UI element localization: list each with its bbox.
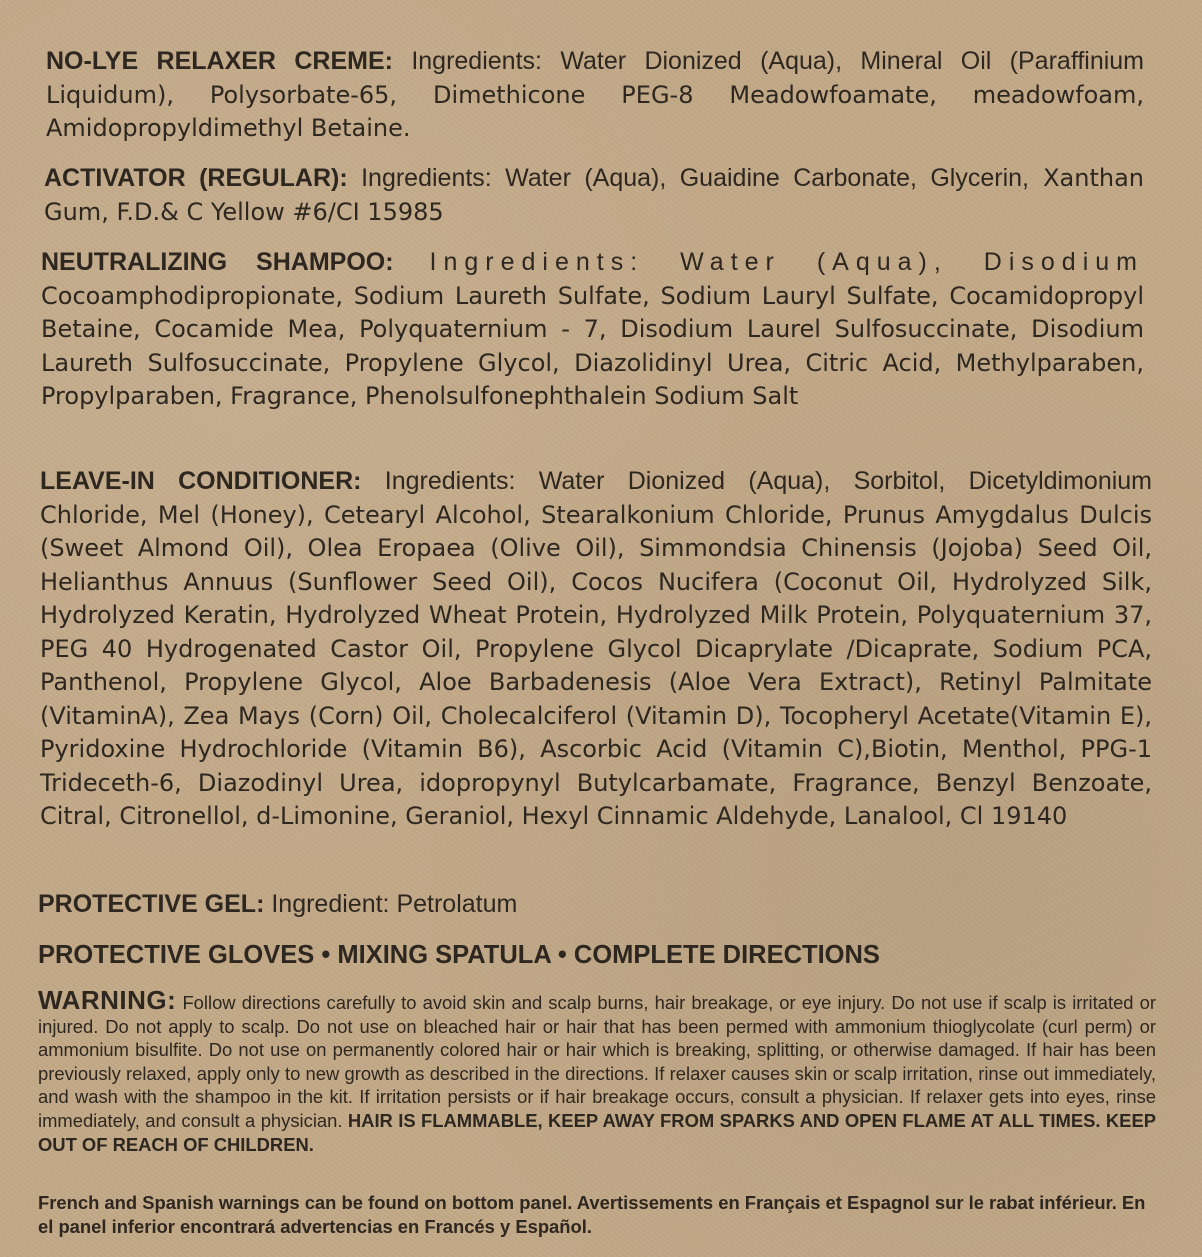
relaxer-creme-heading: NO-LYE RELAXER CREME: bbox=[46, 47, 393, 75]
kit-contents: PROTECTIVE GLOVES • MIXING SPATULA • COMPLETE DIRECTIONS bbox=[38, 941, 880, 969]
relaxer-creme-text: Liquidum), Polysorbate-65, Dimethicone PEG-8 Meadowfoamate, meadowfoam, Amidopropyldimethyl Betaine. bbox=[46, 80, 1144, 142]
neutralizing-shampoo-lead: Ingredients: Water (Aqua), Disodium bbox=[393, 248, 1144, 276]
leave-in-conditioner-heading: LEAVE-IN CONDITIONER: bbox=[40, 467, 362, 495]
leave-in-conditioner-lead: Ingredients: Water Dionized (Aqua), Sorbitol, Dicetyldimonium bbox=[361, 467, 1153, 495]
warning-heading: WARNING: bbox=[38, 985, 177, 1015]
warning-text: Follow directions carefully to avoid skin and scalp burns, hair breakage, or eye injury. Do not use if scalp is irritated or injured. Do not apply to scalp. Do not use on bleached hair or hair that has been permed with ammonium thioglycolate (curl perm) or ammonium bisulfite. Do not use on permanently colored hair or hair which is breaking, splitting, or otherwise damaged. If hair has been previously relaxed, apply only to new growth as described in the directions. If relaxer causes skin or scalp irritation, rinse out immediately, and wash with the shampoo in the kit. If irritation persists or if hair breakage occurs, consult a physician. If relaxer gets into eyes, rinse immediately, and consult a physician. bbox=[38, 992, 1156, 1131]
neutralizing-shampoo-heading: NEUTRALIZING SHAMPOO: bbox=[41, 248, 394, 276]
protective-gel-ingredients bbox=[38, 888, 1153, 922]
flammable-warning: HAIR IS FLAMMABLE, KEEP AWAY FROM SPARKS AND OPEN FLAME AT ALL TIMES. KEEP OUT OF REACH OF CHILDREN. bbox=[38, 1109, 1156, 1155]
protective-gel-heading: PROTECTIVE GEL: bbox=[38, 890, 265, 918]
activator-lead: Ingredients: Water (Aqua), Guaidine Carbonate, Glycerin, bbox=[347, 164, 1029, 192]
leave-in-conditioner-text: Chloride, Mel (Honey), Cetearyl Alcohol, Stearalkonium Chloride, Prunus Amygdalus Dulcis (Sweet Almond Oil), Olea Eropaea (Olive Oil), Simmondsia Chinensis (Jojoba) Seed Oil, Helianthus Annuus (Sunflower Seed Oil), Cocos Nucifera (Coconut Oil, Hydrolyzed Silk, Hydrolyzed Keratin, Hydrolyzed Wheat Protein, Hydrolyzed Milk Protein, Polyquaternium 37, PEG 40 Hydrogenated Castor Oil, Propylene Glycol Dicaprylate /Dicaprate, Sodium PCA, Panthenol, Propylene Glycol, Aloe Barbadenesis (Aloe Vera Extract), Retinyl Palmitate (VitaminA), Zea Mays (Corn) Oil, Cholecalciferol (Vitamin D), Tocopheryl Acetate(Vitamin E), Pyridoxine Hydrochloride (Vitamin B6), Ascorbic Acid (Vitamin C),Biotin, Menthol, PPG-1 Trideceth-6, Diazodinyl Urea, idopropynyl Butylcarbamate, Fragrance, Benzyl Benzoate, Citral, Citronellol, d-Limonine, Geraniol, Hexyl Cinnamic Aldehyde, Lanalool, Cl 19140 bbox=[40, 500, 1152, 830]
neutralizing-shampoo-text: Cocoamphodipropionate, Sodium Laureth Sulfate, Sodium Lauryl Sulfate, Cocamidopropyl Betaine, Cocamide Mea, Polyquaternium - 7, Disodium Laurel Sulfosuccinate, Disodium Laureth Sulfosuccinate, Propylene Glycol, Diazolidinyl Urea, Citric Acid, Methylparaben, Propylparaben, Fragrance, Phenolsulfonephthalein Sodium Salt bbox=[41, 281, 1144, 410]
leave-in-conditioner-ingredients bbox=[40, 465, 1152, 834]
activator-heading: ACTIVATOR (REGULAR): bbox=[44, 164, 348, 192]
relaxer-creme-ingredients bbox=[46, 45, 1144, 146]
neutralizing-shampoo-ingredients bbox=[41, 246, 1144, 414]
relaxer-creme-lead: Ingredients: Water Dionized (Aqua), Mineral Oil (Paraffinium bbox=[392, 47, 1145, 75]
language-notice: French and Spanish warnings can be found on bottom panel. Avertissements en Français et Espagnol sur le rabat inférieur. En el panel inferior encontrará advertencias en Francés y Español. bbox=[38, 1192, 1146, 1237]
protective-gel-lead: Ingredient: Petrolatum bbox=[264, 890, 518, 918]
activator-ingredients bbox=[44, 162, 1144, 229]
activator-text: Xanthan Gum, F.D.& C Yellow #6/CI 15985 bbox=[44, 164, 1144, 226]
warning-block bbox=[38, 985, 1156, 1156]
